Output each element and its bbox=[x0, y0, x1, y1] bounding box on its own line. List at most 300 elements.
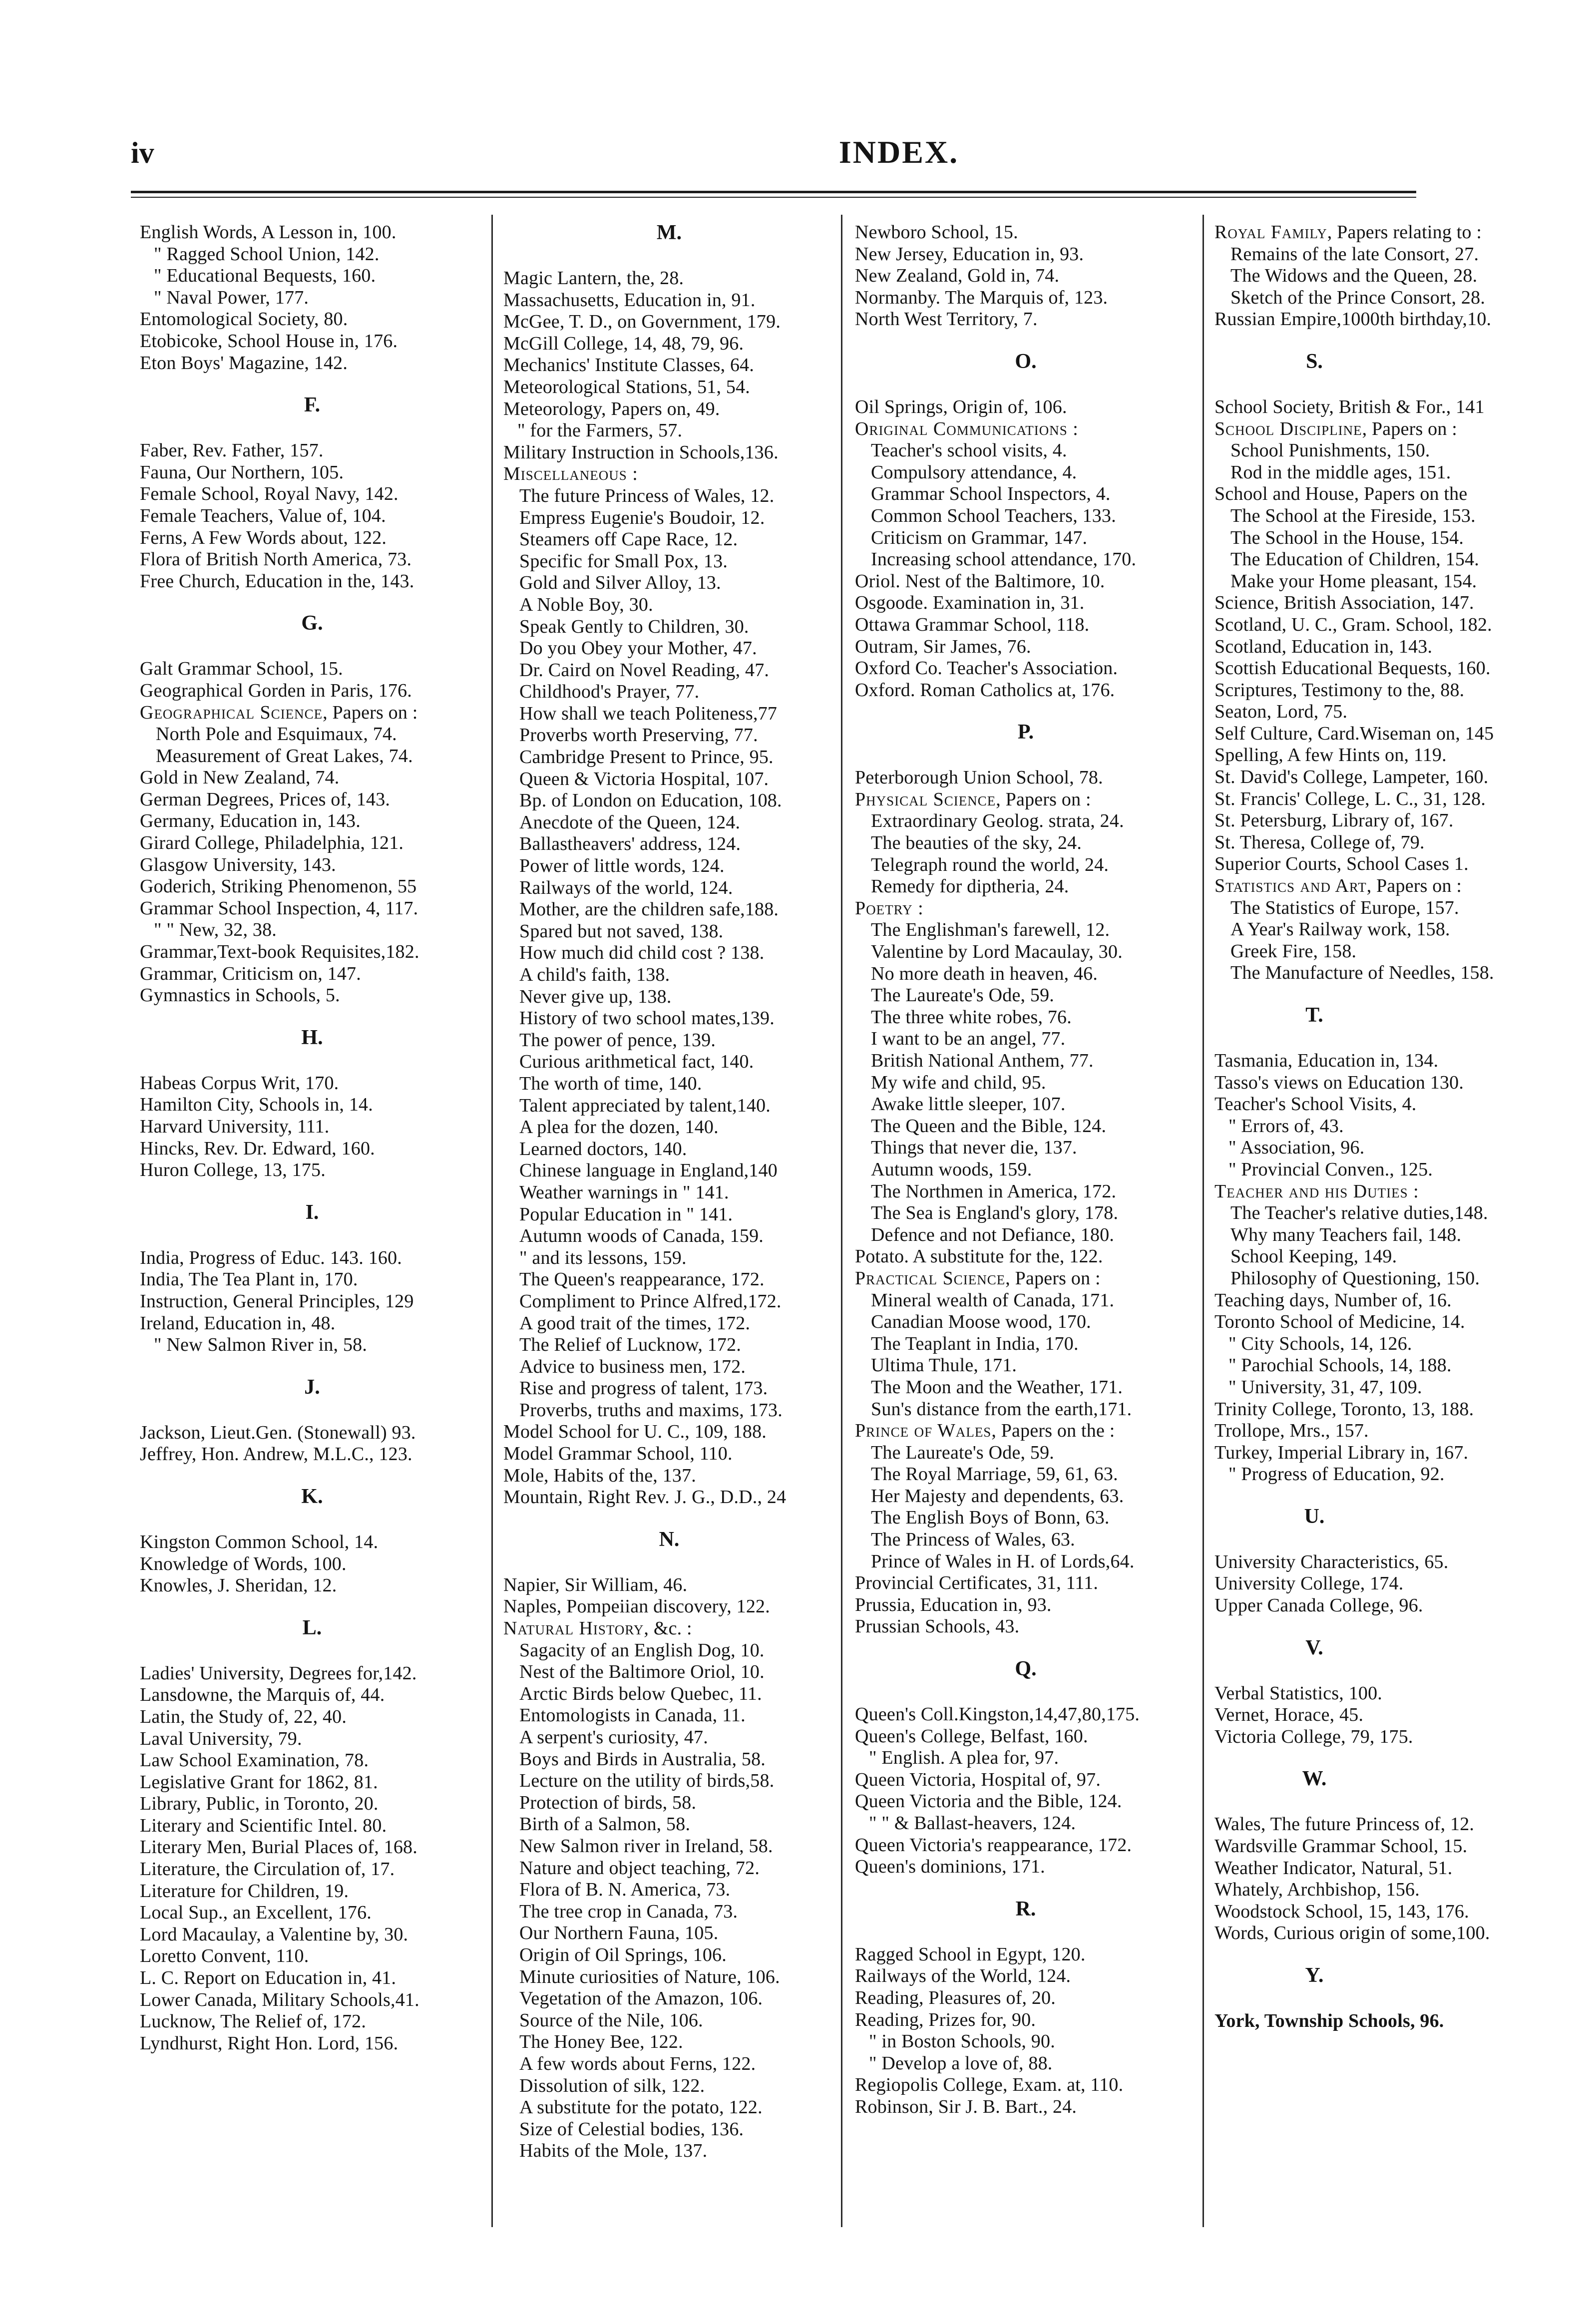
index-entry: Upper Canada College, 96. bbox=[1214, 1595, 1423, 1616]
index-entry: School Society, British & For., 141 bbox=[1214, 396, 1485, 417]
index-entry: Scottish Educational Bequests, 160. bbox=[1214, 658, 1491, 679]
index-entry: Weather Indicator, Natural, 51. bbox=[1214, 1857, 1453, 1879]
index-entry: Goderich, Striking Phenomenon, 55 bbox=[140, 876, 417, 897]
index-subentry: Extraordinary Geolog. strata, 24. bbox=[871, 810, 1124, 832]
index-entry: School and House, Papers on the bbox=[1214, 483, 1468, 505]
index-subentry: Lecture on the utility of birds,58. bbox=[519, 1770, 775, 1792]
category-heading-label: Original Communications : bbox=[855, 418, 1079, 439]
index-entry: Flora of British North America, 73. bbox=[140, 549, 412, 570]
index-entry: York, Township Schools, 96. bbox=[1214, 2010, 1444, 2031]
index-subentry: Cambridge Present to Prince, 95. bbox=[519, 747, 774, 768]
index-subentry: The Manufacture of Needles, 158. bbox=[1230, 962, 1494, 984]
index-entry: Queen's dominions, 171. bbox=[855, 1856, 1045, 1878]
index-entry: " Naval Power, 177. bbox=[154, 287, 309, 308]
index-subentry: The three white robes, 76. bbox=[871, 1006, 1072, 1028]
index-entry: Geographical Gorden in Paris, 176. bbox=[140, 680, 412, 701]
index-entry: Prussian Schools, 43. bbox=[855, 1616, 1020, 1637]
index-subentry: A substitute for the potato, 122. bbox=[519, 2097, 763, 2118]
index-subentry: Awake little sleeper, 107. bbox=[871, 1094, 1066, 1115]
category-heading-label: Statistics and Art bbox=[1214, 875, 1367, 897]
index-entry: " Ragged School Union, 142. bbox=[154, 243, 380, 265]
index-entry: " English. A plea for, 97. bbox=[869, 1747, 1059, 1769]
index-entry: Grammar School Inspection, 4, 117. bbox=[140, 897, 418, 919]
index-subentry: Criticism on Grammar, 147. bbox=[871, 527, 1088, 548]
index-subentry: A serpent's curiosity, 47. bbox=[519, 1727, 708, 1748]
section-letter-heading: O. bbox=[1015, 350, 1037, 373]
section-letter-heading: V. bbox=[1305, 1636, 1323, 1659]
index-entry: Mechanics' Institute Classes, 64. bbox=[503, 355, 755, 376]
index-subentry: I want to be an angel, 77. bbox=[871, 1028, 1066, 1050]
index-subentry: Increasing school attendance, 170. bbox=[871, 549, 1137, 570]
section-letter-heading: N. bbox=[659, 1528, 680, 1551]
index-subentry: Railways of the world, 124. bbox=[519, 877, 733, 898]
index-entry: Lansdowne, the Marquis of, 44. bbox=[140, 1684, 385, 1706]
index-entry: " Develop a love of, 88. bbox=[869, 2052, 1053, 2074]
index-entry: Lord Macaulay, a Valentine by, 30. bbox=[140, 1924, 408, 1945]
index-subentry: The Royal Marriage, 59, 61, 63. bbox=[871, 1464, 1118, 1485]
index-subentry: The Teaplant in India, 170. bbox=[871, 1333, 1079, 1354]
index-entry: Galt Grammar School, 15. bbox=[140, 658, 343, 680]
index-entry: Reading, Prizes for, 90. bbox=[855, 2009, 1036, 2030]
index-entry: Huron College, 13, 175. bbox=[140, 1159, 326, 1181]
index-subentry: Childhood's Prayer, 77. bbox=[519, 681, 700, 703]
index-entry: Self Culture, Card.Wiseman on, 145 bbox=[1214, 723, 1494, 744]
index-entry: Gold in New Zealand, 74. bbox=[140, 767, 340, 788]
index-entry: Teacher's School Visits, 4. bbox=[1214, 1094, 1417, 1115]
index-entry: " New Salmon River in, 58. bbox=[154, 1334, 368, 1356]
index-entry: University Characteristics, 65. bbox=[1214, 1551, 1449, 1572]
index-entry: Naples, Pompeiian discovery, 122. bbox=[503, 1596, 770, 1617]
index-subentry: The future Princess of Wales, 12. bbox=[519, 485, 775, 506]
index-entry: Trinity College, Toronto, 13, 188. bbox=[1214, 1398, 1474, 1420]
index-subentry: The beauties of the sky, 24. bbox=[871, 832, 1082, 854]
index-subentry: Specific for Small Pox, 13. bbox=[519, 550, 728, 572]
index-subentry: " and its lessons, 159. bbox=[519, 1247, 687, 1268]
index-entry: Model Grammar School, 110. bbox=[503, 1443, 733, 1465]
index-entry: Mountain, Right Rev. J. G., D.D., 24 bbox=[503, 1487, 787, 1508]
index-entry: Potato. A substitute for the, 122. bbox=[855, 1246, 1103, 1267]
index-entry: Glasgow University, 143. bbox=[140, 854, 336, 875]
index-entry: St. Petersburg, Library of, 167. bbox=[1214, 810, 1454, 831]
index-subentry: Proverbs worth Preserving, 77. bbox=[519, 725, 758, 746]
index-subentry: Why many Teachers fail, 148. bbox=[1230, 1224, 1462, 1245]
index-entry: Faber, Rev. Father, 157. bbox=[140, 440, 324, 461]
index-subentry: British National Anthem, 77. bbox=[871, 1050, 1094, 1071]
index-entry: Ferns, A Few Words about, 122. bbox=[140, 527, 387, 548]
column-divider bbox=[1202, 215, 1204, 2227]
index-subentry: Minute curiosities of Nature, 106. bbox=[519, 1966, 780, 1987]
index-entry: Robinson, Sir J. B. Bart., 24. bbox=[855, 2096, 1077, 2117]
column-divider bbox=[491, 215, 493, 2227]
index-entry: Literature for Children, 19. bbox=[140, 1880, 349, 1902]
index-entry bbox=[1214, 1180, 1419, 1203]
index-subentry: A Year's Railway work, 158. bbox=[1230, 919, 1450, 940]
section-letter-heading: Y. bbox=[1305, 1964, 1324, 1987]
index-entry: Grammar, Criticism on, 147. bbox=[140, 963, 361, 984]
index-entry: School Discipline, Papers on : bbox=[1214, 418, 1458, 439]
index-subentry: History of two school mates,139. bbox=[519, 1008, 775, 1029]
index-entry: Outram, Sir James, 76. bbox=[855, 636, 1031, 657]
index-entry: Scriptures, Testimony to the, 88. bbox=[1214, 679, 1465, 701]
index-entry: " University, 31, 47, 109. bbox=[1228, 1376, 1422, 1398]
index-entry: Law School Examination, 78. bbox=[140, 1750, 369, 1771]
index-subentry: The power of pence, 139. bbox=[519, 1029, 716, 1051]
section-letter-heading: K. bbox=[301, 1485, 323, 1508]
index-entry: Scotland, U. C., Gram. School, 182. bbox=[1214, 614, 1492, 635]
index-subentry: Steamers off Cape Race, 12. bbox=[519, 529, 738, 550]
index-subentry: The Laureate's Ode, 59. bbox=[871, 1442, 1055, 1463]
index-subentry: School Punishments, 150. bbox=[1230, 440, 1430, 461]
index-entry: Teaching days, Number of, 16. bbox=[1214, 1289, 1452, 1311]
index-entry: Latin, the Study of, 22, 40. bbox=[140, 1706, 347, 1727]
index-subentry: The Sea is England's glory, 178. bbox=[871, 1202, 1119, 1224]
index-subentry: Protection of birds, 58. bbox=[519, 1792, 697, 1813]
index-entry: Tasso's views on Education 130. bbox=[1214, 1072, 1464, 1093]
index-entry: Jackson, Lieut.Gen. (Stonewall) 93. bbox=[140, 1422, 416, 1443]
index-entry: St. Francis' College, L. C., 31, 128. bbox=[1214, 788, 1486, 809]
index-entry: Local Sup., an Excellent, 176. bbox=[140, 1902, 372, 1924]
index-entry: Toronto School of Medicine, 14. bbox=[1214, 1311, 1465, 1333]
index-entry: University College, 174. bbox=[1214, 1573, 1404, 1594]
index-subentry: Remedy for diptheria, 24. bbox=[871, 876, 1069, 897]
index-entry: Meteorological Stations, 51, 54. bbox=[503, 376, 750, 397]
index-entry: German Degrees, Prices of, 143. bbox=[140, 788, 391, 810]
index-entry: Jeffrey, Hon. Andrew, M.L.C., 123. bbox=[140, 1444, 412, 1465]
index-entry: Woodstock School, 15, 143, 176. bbox=[1214, 1901, 1469, 1922]
index-entry: Napier, Sir William, 46. bbox=[503, 1574, 688, 1595]
index-subentry: Bp. of London on Education, 108. bbox=[519, 790, 782, 811]
index-entry: Vernet, Horace, 45. bbox=[1214, 1704, 1364, 1726]
index-subentry: Grammar School Inspectors, 4. bbox=[871, 483, 1111, 505]
category-heading-label: Geographical Science bbox=[140, 702, 323, 723]
index-entry: Geographical Science, Papers on : bbox=[140, 702, 418, 723]
index-entry: " Educational Bequests, 160. bbox=[154, 265, 376, 287]
index-entry: " " & Ballast-heavers, 124. bbox=[869, 1813, 1076, 1834]
index-entry: Kingston Common School, 14. bbox=[140, 1531, 379, 1552]
index-entry: Mole, Habits of the, 137. bbox=[503, 1465, 697, 1486]
index-entry: Model School for U. C., 109, 188. bbox=[503, 1421, 767, 1443]
category-heading-label: Poetry : bbox=[855, 897, 924, 919]
index-entry: Regiopolis College, Exam. at, 110. bbox=[855, 2074, 1124, 2096]
index-subentry: The Statistics of Europe, 157. bbox=[1230, 897, 1459, 918]
index-subentry: Arctic Birds below Quebec, 11. bbox=[519, 1683, 762, 1704]
category-heading-label: Natural History bbox=[503, 1618, 644, 1639]
index-entry: Statistics and Art, Papers on : bbox=[1214, 875, 1462, 897]
index-entry: Wardsville Grammar School, 15. bbox=[1214, 1836, 1468, 1857]
index-entry: Magic Lantern, the, 28. bbox=[503, 268, 684, 289]
index-entry: Germany, Education in, 143. bbox=[140, 810, 361, 832]
index-entry: Newboro School, 15. bbox=[855, 222, 1018, 243]
index-entry: Tasmania, Education in, 134. bbox=[1214, 1050, 1439, 1071]
index-entry: McGill College, 14, 48, 79, 96. bbox=[503, 333, 744, 354]
index-entry: Hincks, Rev. Dr. Edward, 160. bbox=[140, 1138, 375, 1159]
index-subentry: Nature and object teaching, 72. bbox=[519, 1857, 760, 1879]
index-subentry: A Noble Boy, 30. bbox=[519, 594, 653, 615]
index-subentry: Never give up, 138. bbox=[519, 986, 672, 1007]
index-entry: Female Teachers, Value of, 104. bbox=[140, 505, 386, 526]
index-entry: Words, Curious origin of some,100. bbox=[1214, 1923, 1490, 1944]
index-subentry: Compulsory attendance, 4. bbox=[871, 461, 1077, 483]
page-title: INDEX. bbox=[838, 134, 959, 170]
index-column-3 bbox=[855, 222, 1197, 2118]
index-entry: Instruction, General Principles, 129 bbox=[140, 1290, 414, 1312]
index-entry: " in Boston Schools, 90. bbox=[869, 2031, 1055, 2052]
section-letter-heading: P. bbox=[1017, 721, 1034, 744]
index-subentry: The Teacher's relative duties,148. bbox=[1230, 1202, 1488, 1224]
index-subentry: A child's faith, 138. bbox=[519, 964, 670, 985]
index-subentry: Anecdote of the Queen, 124. bbox=[519, 811, 741, 833]
index-entry: Queen Victoria's reappearance, 172. bbox=[855, 1834, 1132, 1856]
section-letter-heading: S. bbox=[1306, 350, 1323, 373]
index-entry: Knowledge of Words, 100. bbox=[140, 1553, 347, 1574]
index-subentry: Weather warnings in " 141. bbox=[519, 1181, 729, 1203]
index-entry: St. Theresa, College of, 79. bbox=[1214, 831, 1425, 853]
index-subentry: Size of Celestial bodies, 136. bbox=[519, 2118, 744, 2140]
index-entry: Normanby. The Marquis of, 123. bbox=[855, 287, 1108, 308]
index-subentry: Habits of the Mole, 137. bbox=[519, 2140, 708, 2162]
index-subentry: Nest of the Baltimore Oriol, 10. bbox=[519, 1661, 765, 1683]
index-subentry: A plea for the dozen, 140. bbox=[519, 1117, 719, 1138]
index-entry: Oriol. Nest of the Baltimore, 10. bbox=[855, 570, 1105, 592]
index-entry: " Provincial Conven., 125. bbox=[1228, 1158, 1433, 1180]
index-subentry: No more death in heaven, 46. bbox=[871, 963, 1098, 984]
index-entry: Russian Empire,1000th birthday,10. bbox=[1214, 309, 1492, 330]
index-entry: Oil Springs, Origin of, 106. bbox=[855, 396, 1067, 417]
index-entry: Queen Victoria and the Bible, 124. bbox=[855, 1791, 1122, 1812]
section-letter-heading: J. bbox=[304, 1375, 320, 1399]
index-subentry: Birth of a Salmon, 58. bbox=[519, 1814, 691, 1835]
index-entry: L. C. Report on Education in, 41. bbox=[140, 1967, 397, 1989]
index-entry: Prussia, Education in, 93. bbox=[855, 1594, 1052, 1615]
index-entry: Natural History, &c. : bbox=[503, 1618, 692, 1639]
index-entry bbox=[503, 463, 835, 485]
index-entry: Wales, The future Princess of, 12. bbox=[1214, 1814, 1475, 1835]
index-entry: Trollope, Mrs., 157. bbox=[1214, 1420, 1369, 1442]
index-entry: New Zealand, Gold in, 74. bbox=[855, 265, 1060, 287]
index-entry: " Progress of Education, 92. bbox=[1228, 1464, 1445, 1485]
index-entry: " for the Farmers, 57. bbox=[517, 420, 683, 441]
section-letter-heading: W. bbox=[1302, 1767, 1327, 1791]
index-subentry: Ultima Thule, 171. bbox=[871, 1355, 1017, 1376]
index-entry: Literary and Scientific Intel. 80. bbox=[140, 1815, 387, 1836]
section-letter-heading: I. bbox=[305, 1200, 319, 1224]
index-entry: Physical Science, Papers on : bbox=[855, 788, 1091, 810]
index-subentry: The Honey Bee, 122. bbox=[519, 2031, 683, 2053]
index-subentry: The Queen and the Bible, 124. bbox=[871, 1115, 1107, 1137]
index-entry: Entomological Society, 80. bbox=[140, 309, 348, 330]
index-subentry: Sagacity of an English Dog, 10. bbox=[519, 1639, 765, 1661]
index-subentry: Sun's distance from the earth,171. bbox=[871, 1398, 1132, 1420]
index-subentry: Origin of Oil Springs, 106. bbox=[519, 1944, 727, 1965]
index-subentry: The Englishman's farewell, 12. bbox=[871, 919, 1110, 941]
category-heading-label: Teacher and his Duties : bbox=[1214, 1180, 1419, 1202]
index-subentry: The Princess of Wales, 63. bbox=[871, 1529, 1075, 1550]
index-entry: Literature, the Circulation of, 17. bbox=[140, 1859, 395, 1880]
index-subentry: Remains of the late Consort, 27. bbox=[1230, 243, 1479, 265]
section-letter-heading: H. bbox=[301, 1026, 323, 1049]
index-subentry: Autumn woods, 159. bbox=[871, 1158, 1032, 1180]
index-subentry: Spared but not saved, 138. bbox=[519, 920, 724, 942]
index-entry: Queen Victoria, Hospital of, 97. bbox=[855, 1769, 1101, 1790]
index-column-2 bbox=[503, 222, 835, 2162]
index-subentry: A few words about Ferns, 122. bbox=[519, 2053, 756, 2074]
index-entry: Prince of Wales, Papers on the : bbox=[855, 1420, 1115, 1442]
index-entry: Gymnastics in Schools, 5. bbox=[140, 985, 340, 1006]
index-subentry: Rise and progress of talent, 173. bbox=[519, 1378, 768, 1399]
index-subentry: Her Majesty and dependents, 63. bbox=[871, 1485, 1124, 1507]
index-entry: Hamilton City, Schools in, 14. bbox=[140, 1094, 373, 1116]
index-subentry: Rod in the middle ages, 151. bbox=[1230, 461, 1451, 483]
index-subentry: The School at the Fireside, 153. bbox=[1230, 505, 1476, 526]
index-entry: New Jersey, Education in, 93. bbox=[855, 243, 1084, 265]
index-entry: Ragged School in Egypt, 120. bbox=[855, 1943, 1086, 1965]
index-subentry: Sketch of the Prince Consort, 28. bbox=[1230, 287, 1486, 308]
index-column-1 bbox=[140, 222, 484, 2054]
index-entry: Scotland, Education in, 143. bbox=[1214, 636, 1433, 657]
index-entry: Literary Men, Burial Places of, 168. bbox=[140, 1837, 417, 1858]
index-subentry: The Laureate's Ode, 59. bbox=[871, 985, 1055, 1006]
index-subentry: Vegetation of the Amazon, 106. bbox=[519, 1988, 763, 2009]
index-subentry: How shall we teach Politeness,77 bbox=[519, 703, 778, 724]
index-entry: Free Church, Education in the, 143. bbox=[140, 570, 414, 592]
index-subentry: The Queen's reappearance, 172. bbox=[519, 1269, 765, 1290]
index-entry: Loretto Convent, 110. bbox=[140, 1945, 309, 1967]
index-subentry: Boys and Birds in Australia, 58. bbox=[519, 1748, 766, 1770]
index-subentry: Ballastheavers' address, 124. bbox=[519, 833, 741, 855]
section-letter-heading: M. bbox=[656, 221, 682, 244]
index-subentry: Prince of Wales in H. of Lords,64. bbox=[871, 1550, 1135, 1572]
index-entry: Lyndhurst, Right Hon. Lord, 156. bbox=[140, 2032, 399, 2054]
index-subentry: North Pole and Esquimaux, 74. bbox=[156, 724, 397, 745]
index-subentry: The Northmen in America, 172. bbox=[871, 1180, 1117, 1202]
section-letter-heading: T. bbox=[1305, 1004, 1323, 1027]
index-entry: Girard College, Philadelphia, 121. bbox=[140, 832, 404, 854]
index-subentry: Speak Gently to Children, 30. bbox=[519, 616, 749, 637]
index-subentry: Queen & Victoria Hospital, 107. bbox=[519, 768, 769, 789]
index-subentry: Empress Eugenie's Boudoir, 12. bbox=[519, 507, 765, 528]
index-entry: Military Instruction in Schools,136. bbox=[503, 441, 779, 463]
index-subentry: Source of the Nile, 106. bbox=[519, 2009, 703, 2031]
index-entry: " Parochial Schools, 14, 188. bbox=[1228, 1355, 1452, 1376]
index-subentry: The English Boys of Bonn, 63. bbox=[871, 1507, 1110, 1529]
index-column-4 bbox=[1214, 222, 1494, 2032]
index-subentry: Advice to business men, 172. bbox=[519, 1356, 746, 1377]
index-entry: Victoria College, 79, 175. bbox=[1214, 1726, 1413, 1747]
category-heading-label: Physical Science bbox=[855, 788, 996, 810]
index-entry: Fauna, Our Northern, 105. bbox=[140, 461, 344, 483]
index-subentry: Telegraph round the world, 24. bbox=[871, 854, 1109, 875]
index-entry: Laval University, 79. bbox=[140, 1728, 302, 1749]
column-divider bbox=[841, 215, 842, 2227]
section-letter-heading: L. bbox=[302, 1616, 322, 1639]
index-subentry: Common School Teachers, 133. bbox=[871, 505, 1116, 526]
index-subentry: Curious arithmetical fact, 140. bbox=[519, 1051, 754, 1073]
category-heading-label: Miscellaneous : bbox=[503, 463, 638, 485]
index-subentry: The Relief of Lucknow, 172. bbox=[519, 1334, 742, 1356]
header-rule-thin bbox=[131, 197, 1416, 198]
index-entry: Peterborough Union School, 78. bbox=[855, 767, 1103, 788]
index-subentry: The School in the House, 154. bbox=[1230, 527, 1464, 548]
index-entry: Practical Science, Papers on : bbox=[855, 1267, 1101, 1289]
index-entry: Knowles, J. Sheridan, 12. bbox=[140, 1575, 337, 1596]
index-entry: Provincial Certificates, 31, 111. bbox=[855, 1572, 1099, 1594]
index-entry: Osgoode. Examination in, 31. bbox=[855, 592, 1085, 614]
index-subentry: Greek Fire, 158. bbox=[1230, 940, 1357, 962]
index-subentry: The tree crop in Canada, 73. bbox=[519, 1901, 738, 1922]
index-subentry: Power of little words, 124. bbox=[519, 855, 725, 877]
index-entry bbox=[855, 898, 1197, 920]
index-subentry: New Salmon river in Ireland, 58. bbox=[519, 1835, 773, 1857]
index-entry: Library, Public, in Toronto, 20. bbox=[140, 1793, 379, 1815]
index-entry: Royal Family, Papers relating to : bbox=[1214, 222, 1482, 243]
index-entry: Lower Canada, Military Schools,41. bbox=[140, 1989, 419, 2010]
index-subentry: Entomologists in Canada, 11. bbox=[519, 1705, 746, 1726]
index-subentry: Dr. Caird on Novel Reading, 47. bbox=[519, 659, 770, 681]
index-entry: " Association, 96. bbox=[1228, 1137, 1365, 1158]
index-subentry: Valentine by Lord Macaulay, 30. bbox=[871, 941, 1123, 963]
index-subentry: The Education of Children, 154. bbox=[1230, 549, 1479, 570]
index-subentry: Our Northern Fauna, 105. bbox=[519, 1923, 719, 1944]
section-letter-heading: R. bbox=[1015, 1897, 1036, 1921]
index-subentry: Teacher's school visits, 4. bbox=[871, 440, 1067, 461]
index-entry: Legislative Grant for 1862, 81. bbox=[140, 1771, 378, 1793]
index-subentry: Chinese language in England,140 bbox=[519, 1160, 778, 1181]
index-entry: Turkey, Imperial Library in, 167. bbox=[1214, 1442, 1469, 1463]
header-rule-thick bbox=[131, 191, 1416, 193]
index-entry: McGee, T. D., on Government, 179. bbox=[503, 311, 781, 333]
index-entry: " City Schools, 14, 126. bbox=[1228, 1333, 1412, 1354]
index-entry: Verbal Statistics, 100. bbox=[1214, 1682, 1383, 1704]
index-subentry: Defence and not Defiance, 180. bbox=[871, 1224, 1115, 1245]
index-entry: Massachusetts, Education in, 91. bbox=[503, 289, 756, 311]
index-entry: Queen's Coll.Kingston,14,47,80,175. bbox=[855, 1704, 1140, 1725]
category-heading-label: Royal Family bbox=[1214, 222, 1327, 243]
index-subentry: My wife and child, 95. bbox=[871, 1072, 1046, 1093]
index-entry: Ottawa Grammar School, 118. bbox=[855, 614, 1090, 635]
index-entry: Spelling, A few Hints on, 119. bbox=[1214, 745, 1447, 766]
index-entry bbox=[855, 418, 1197, 440]
category-heading-label: Prince of Wales bbox=[855, 1420, 992, 1442]
index-subentry: Canadian Moose wood, 170. bbox=[871, 1311, 1091, 1333]
index-entry: St. David's College, Lampeter, 160. bbox=[1214, 767, 1489, 788]
index-subentry: How much did child cost ? 138. bbox=[519, 942, 765, 964]
index-subentry: Compliment to Prince Alfred,172. bbox=[519, 1290, 782, 1312]
index-entry: Oxford Co. Teacher's Association. bbox=[855, 658, 1118, 679]
section-letter-heading: F. bbox=[304, 393, 321, 417]
category-heading-label: Practical Science bbox=[855, 1267, 1006, 1289]
index-subentry: School Keeping, 149. bbox=[1230, 1246, 1397, 1267]
index-subentry: Talent appreciated by talent,140. bbox=[519, 1095, 771, 1116]
index-subentry: Do you Obey your Mother, 47. bbox=[519, 638, 757, 659]
index-entry: Oxford. Roman Catholics at, 176. bbox=[855, 679, 1115, 701]
index-entry: Lucknow, The Relief of, 172. bbox=[140, 2011, 367, 2032]
index-subentry: Make your Home pleasant, 154. bbox=[1230, 570, 1477, 592]
index-subentry: The Moon and the Weather, 171. bbox=[871, 1376, 1123, 1398]
index-entry: " Errors of, 43. bbox=[1228, 1115, 1344, 1137]
category-heading-label: School Discipline bbox=[1214, 418, 1362, 439]
index-subentry: Popular Education in " 141. bbox=[519, 1203, 733, 1225]
section-letter-heading: G. bbox=[301, 612, 323, 635]
index-subentry: Flora of B. N. America, 73. bbox=[519, 1879, 731, 1901]
index-entry: Eton Boys' Magazine, 142. bbox=[140, 352, 348, 374]
index-subentry: Philosophy of Questioning, 150. bbox=[1230, 1267, 1480, 1289]
index-entry: Reading, Pleasures of, 20. bbox=[855, 1987, 1056, 2008]
index-subentry: Learned doctors, 140. bbox=[519, 1138, 687, 1159]
index-subentry: Things that never die, 137. bbox=[871, 1137, 1077, 1158]
index-entry: Seaton, Lord, 75. bbox=[1214, 701, 1348, 723]
index-entry: Ladies' University, Degrees for,142. bbox=[140, 1662, 417, 1684]
index-entry: Harvard University, 111. bbox=[140, 1116, 330, 1137]
